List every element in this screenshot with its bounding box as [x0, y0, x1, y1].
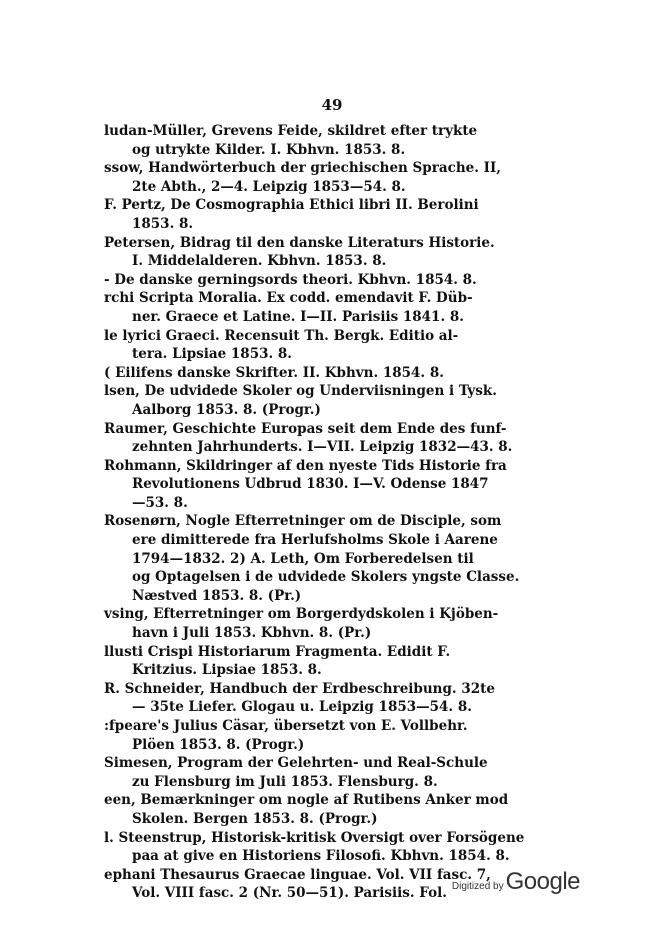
entry-continuation-line: —53. 8.	[132, 494, 188, 511]
entry-continuation-line: Plöen 1853. 8. (Progr.)	[132, 736, 305, 753]
entry-first-line: :fpeare's Julius Cäsar, übersetzt von E. Vollbehr.	[104, 718, 468, 734]
entry-continuation-line: zehnten Jahrhunderts. I—VII. Leipzig 1832—43. 8.	[132, 439, 513, 456]
bibliography-entry	[104, 364, 522, 383]
entry-first-line: Rohmann, Skildringer af den nyeste Tids Historie fra	[104, 457, 507, 474]
entry-continuation-line: Aalborg 1853. 8. (Progr.)	[132, 401, 321, 418]
entry-first-line: vsing, Efterretninger om Borgerdydskolen i Kjöben-	[104, 606, 499, 623]
bibliography-entry	[104, 754, 522, 791]
entry-first-line: ( Eilifens danske Skrifter. II. Kbhvn. 1854. 8.	[104, 364, 444, 381]
entry-first-line: F. Pertz, De Cosmographia Ethici libri II. Berolini	[104, 197, 479, 214]
entry-first-line: le lyrici Graeci. Recensuit Th. Bergk. Editio al-	[104, 327, 459, 344]
entry-continuation-line: havn i Juli 1853. Kbhvn. 8. (Pr.)	[132, 625, 372, 642]
entry-continuation-line: 2te Abth., 2—4. Leipzig 1853—54. 8.	[132, 178, 406, 195]
bibliography-entry	[104, 512, 522, 605]
entry-continuation-line: og Optagelsen i de udvidede Skolers yngste Classe.	[132, 569, 520, 586]
google-logo: Google	[505, 868, 580, 895]
bibliography-entry	[104, 382, 522, 419]
bibliography-entry	[104, 159, 522, 196]
entry-continuation-line: Skolen. Bergen 1853. 8. (Progr.)	[132, 810, 378, 827]
entry-first-line: - De danske gerningsords theori. Kbhvn. 1854. 8.	[104, 271, 477, 288]
digitized-by-watermark	[452, 868, 580, 896]
entry-continuation-line: Vol. VIII fasc. 2 (Nr. 50—51). Parisiis. Fol.	[132, 885, 447, 902]
bibliography-entry	[104, 643, 522, 680]
entry-first-line: l. Steenstrup, Historisk-kritisk Oversigt over Forsögene	[104, 829, 525, 846]
watermark-prefix: Digitized by	[451, 881, 504, 892]
bibliography-entry	[104, 271, 522, 290]
entry-continuation-line: 1794—1832. 2) A. Leth, Om Forberedelsen til	[132, 550, 474, 567]
bibliography-entry	[104, 717, 522, 754]
entry-first-line: llusti Crispi Historiarum Fragmenta. Edidit F.	[104, 643, 451, 660]
entry-first-line: ephani Thesaurus Graecae linguae. Vol. VII fasc. 7,	[104, 866, 491, 883]
entry-first-line: lsen, De udvidede Skoler og Underviisningen i Tysk.	[104, 383, 497, 400]
bibliography-entry	[104, 791, 522, 828]
bibliography-entry	[104, 122, 522, 159]
bibliography-entry	[104, 457, 522, 513]
bibliography-entry	[104, 829, 525, 866]
entry-continuation-line: ere dimitterede fra Herlufsholms Skole i Aarene	[132, 532, 498, 549]
entry-first-line: Rosenørn, Nogle Efterretninger om de Disciple, som	[104, 513, 502, 530]
entry-continuation-line: paa at give en Historiens Filosofi. Kbhvn. 1854. 8.	[132, 848, 510, 865]
bibliography-entry	[104, 327, 522, 364]
bibliography-entry	[104, 196, 522, 233]
entry-continuation-line: og utrykte Kilder. I. Kbhvn. 1853. 8.	[132, 141, 406, 158]
entry-continuation-line: ner. Graece et Latine. I—II. Parisiis 1841. 8.	[132, 308, 464, 325]
bibliography-entry	[104, 289, 522, 326]
entry-first-line: rchi Scripta Moralia. Ex codd. emendavit F. Düb-	[104, 290, 473, 307]
entry-continuation-line: Næstved 1853. 8. (Pr.)	[132, 587, 302, 604]
entry-continuation-line: — 35te Liefer. Glogau u. Leipzig 1853—54. 8.	[132, 699, 472, 716]
entry-first-line: ssow, Handwörterbuch der griechischen Sprache. II,	[104, 160, 501, 177]
entry-continuation-line: Revolutionens Udbrud 1830. I—V. Odense 1847	[132, 476, 489, 493]
page-number: 49	[321, 96, 343, 114]
bibliography-entry	[104, 680, 522, 717]
bibliography-entry	[104, 420, 522, 457]
entry-first-line: Raumer, Geschichte Europas seit dem Ende des funf-	[104, 420, 507, 437]
bibliography-entry	[104, 234, 522, 271]
entry-first-line: een, Bemærkninger om nogle af Rutibens Anker mod	[104, 792, 509, 809]
entry-continuation-line: zu Flensburg im Juli 1853. Flensburg. 8.	[132, 773, 438, 790]
entry-continuation-line: 1853. 8.	[132, 215, 194, 232]
entry-continuation-line: I. Middelalderen. Kbhvn. 1853. 8.	[132, 253, 387, 270]
entry-first-line: R. Schneider, Handbuch der Erdbeschreibung. 32te	[104, 680, 495, 697]
entry-first-line: ludan-Müller, Grevens Feide, skildret efter trykte	[104, 123, 478, 139]
entry-first-line: Petersen, Bidrag til den danske Literaturs Historie.	[104, 234, 495, 251]
entry-continuation-line: Kritzius. Lipsiae 1853. 8.	[132, 662, 322, 679]
entry-continuation-line: tera. Lipsiae 1853. 8.	[132, 346, 292, 363]
bibliography-entry	[104, 605, 522, 642]
bibliography-list	[104, 122, 525, 903]
entry-first-line: Simesen, Program der Gelehrten- und Real-Schule	[104, 755, 488, 772]
